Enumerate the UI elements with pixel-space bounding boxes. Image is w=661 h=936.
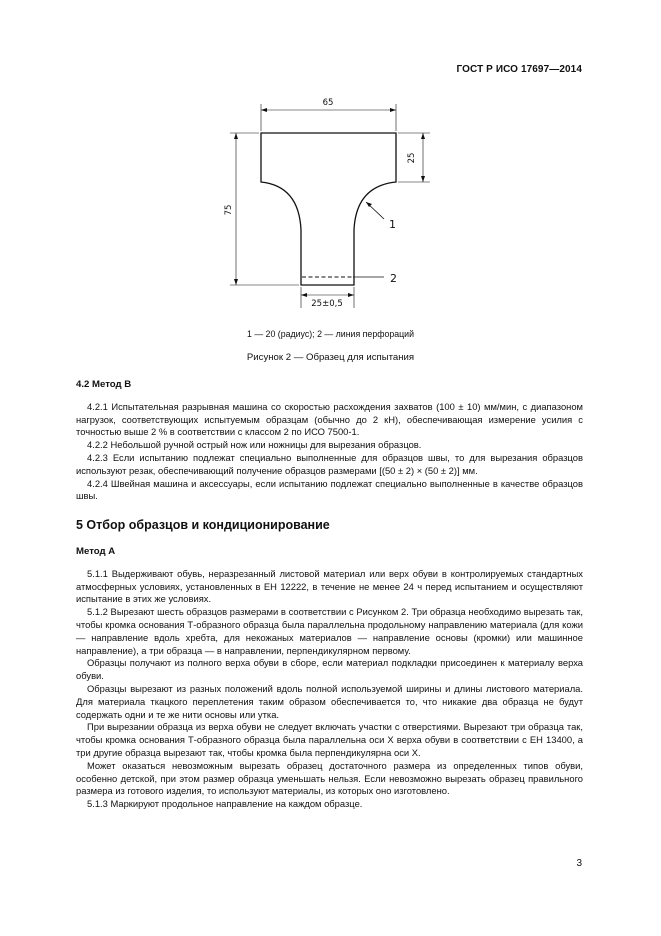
paragraph: 4.2.2 Небольшой ручной острый нож или ножницы для вырезания образцов. [87,439,422,451]
section-4-2-heading: 4.2 Метод B [76,379,132,390]
paragraph: 5.1.2 Вырезают шесть образцов размерами в соответствии с Рисунком 2. Три образца необходимо вырезать так, чтобы кромка основания Т-образного образца была параллельна продольному направлению материала (для кожи — направление вдоль хребта, для некожаных материалов — направление основы (кромки) или машинное направление), а три образца — в направлении, перпендикулярном первому. [76,606,583,656]
paragraph: 5.1.3 Маркируют продольное направление на каждом образце. [87,798,363,810]
figure-caption: Рисунок 2 — Образец для испытания [246,352,415,363]
figure-legend: 1 — 20 (радиус); 2 — линия перфораций [246,329,415,339]
paragraph: Может оказаться невозможным вырезать образец достаточного размера из определенных типов обуви, особенно детской, при этом размер образца уменьшать нельзя. Если невозможно вырезать образец правильного размера из готового изделия, то используют материалы, из которых оно изготовлено. [76,759,583,797]
paragraph: Образцы вырезают из разных положений вдоль полной используемой ширины и длины листового материала. Для материала ткацкого переплетения таким образом обеспечивается то, что никакие два образца не будут содержать одни и те же нити основы или утка. [76,682,583,720]
callout-2-label: 2 [390,272,397,285]
paragraph: 5.1.1 Выдерживают обувь, неразрезанный листовой материал или верх обуви в контролируемых стандартных атмосферных условиях, установленных в ЕН 12222, в течение не менее 24 ч перед испытанием и осуществляют испытание в этих же условиях. [76,567,583,605]
specimen-diagram [0,90,661,310]
dim-height-total: 75 [224,204,234,216]
method-a-heading: Метод А [76,545,116,557]
paragraph: При вырезании образца из верха обуви не следует включать участки с отверстиями. Вырезают три образца так, чтобы кромка основания Т-образного образца была параллельна оси X верха обуви в соответствии с ЕН 13400, а три другие образца вырезают так, чтобы кромка была перпендикулярна оси X. [76,721,583,758]
dim-height-top: 25 [407,152,417,164]
paragraph: Образцы получают из полного верха обуви в сборе, если материал подкладки присоединен к материалу верха обуви. [76,657,583,682]
document-header: ГОСТ Р ИСО 17697—2014 [456,64,582,75]
main-content [76,375,583,811]
dim-width-bottom: 25±0,5 [311,299,343,309]
paragraph: 4.2.4 Швейная машина и аксессуары, если испытанию подлежат специально выполненные в качестве образцов швы. [76,477,583,502]
specimen-outline [261,133,396,285]
paragraph: 4.2.1 Испытательная разрывная машина со скоростью расхождения захватов (100 ± 10) мм/мин, с диапазоном нагрузок, соответствующих испытуемым образцам (обычно до 2 кН), обеспечивающая измерение усилия с точностью выше 2 % в соответствии с классом 2 по ИСО 7500-1. [76,400,583,438]
dim-width-top: 65 [322,98,334,108]
page-number: 3 [576,858,582,869]
paragraph: 4.2.3 Если испытанию подлежат специально выполненные для образцов швы, то для вырезания образцов используют резак, обеспечивающий получение образцов размерами [(50 ± 2) × (50 ± 2)] мм. [76,451,583,476]
section-5-heading: 5 Отбор образцов и кондиционирование [76,518,330,533]
figure-2-specimen-drawing [0,90,661,310]
callout-1-label: 1 [389,218,396,231]
